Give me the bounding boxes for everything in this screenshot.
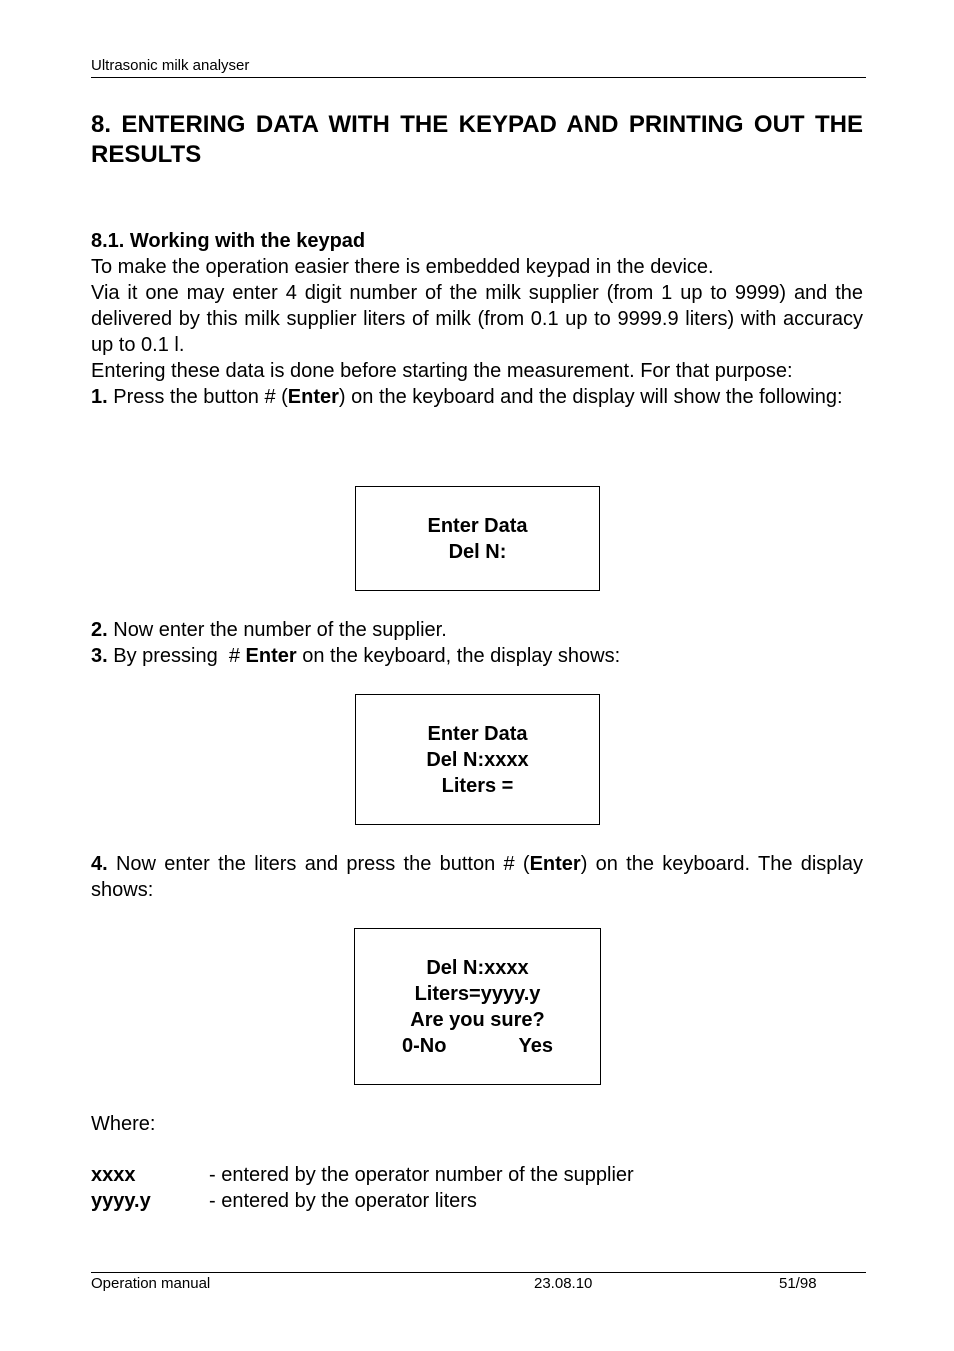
step-3-number: 3. [91,645,108,667]
display-3-line-1: Del N:xxxx [426,956,529,979]
step-2-number: 2. [91,619,108,641]
display-screen-2 [355,694,600,825]
display-3-no-option: 0-No [402,1034,447,1057]
step-3-text-a: By pressing # [107,645,246,667]
legend-row [91,1188,634,1214]
footer-date: 23.08.10 [534,1275,593,1292]
step-2-text: Now enter the number of the supplier. [107,619,447,641]
legend-row [91,1162,634,1188]
running-header: Ultrasonic milk analyser [91,57,250,74]
legend-term: yyyy.y [91,1190,151,1212]
step-1-number: 1. [91,386,108,408]
step-1-text-a: Press the button # ( [107,386,288,408]
section-body [91,228,863,410]
legend-description: - entered by the operator liters [209,1190,477,1212]
footer-divider [91,1272,866,1273]
footer-page-number: 51/98 [779,1275,817,1292]
step-4-number: 4. [91,853,108,875]
legend-term: xxxx [91,1164,136,1186]
display-3-line-4 [402,1033,553,1059]
footer-document-name: Operation manual [91,1275,211,1292]
display-2-line-1: Enter Data [427,722,528,745]
display-3-line-2: Liters=yyyy.y [414,982,541,1005]
display-screen-3 [354,928,601,1085]
section-title: 8.1. Working with the keypad [91,230,366,252]
step-3 [91,643,863,669]
chapter-title: 8. ENTERING DATA WITH THE KEYPAD AND PRINTING OUT THE RESULTS [91,111,863,168]
step-4-text-b: ) on the keyboard. The display shows: [91,853,863,901]
step-4-text-a: Now enter the liters and press the button # ( [107,853,530,875]
paragraph-purpose: Entering these data is done before starting the measurement. For that purpose: [91,360,793,382]
step-4-block [91,851,863,903]
display-2-line-3: Liters = [441,774,514,797]
step-1-key: Enter [287,386,339,408]
header-divider [91,77,866,78]
steps-2-3 [91,617,863,669]
paragraph-capabilities: Via it one may enter 4 digit number of the milk supplier (from 1 up to 9999) and the delivered by this milk supplier liters of milk (from 0.1 up to 9999.9 liters) with accuracy up to 0.1 l. [91,282,863,356]
display-1-line-1: Enter Data [427,514,528,537]
step-1 [91,384,863,410]
legend-list [91,1162,634,1214]
step-3-text-b: on the keyboard, the display shows: [296,645,621,667]
legend-description: - entered by the operator number of the supplier [209,1164,634,1186]
step-4-key: Enter [529,853,581,875]
display-1-line-2: Del N: [448,540,507,563]
display-3-line-3: Are you sure? [410,1008,545,1031]
paragraph-intro: To make the operation easier there is embedded keypad in the device. [91,256,714,278]
where-label: Where: [91,1113,156,1135]
display-screen-1 [355,486,600,591]
step-2 [91,617,863,643]
step-1-text-b: ) on the keyboard and the display will show the following: [338,386,843,408]
display-2-line-2: Del N:xxxx [426,748,529,771]
display-3-yes-option: Yes [518,1034,553,1057]
step-4 [91,851,863,903]
step-3-key: Enter [245,645,297,667]
